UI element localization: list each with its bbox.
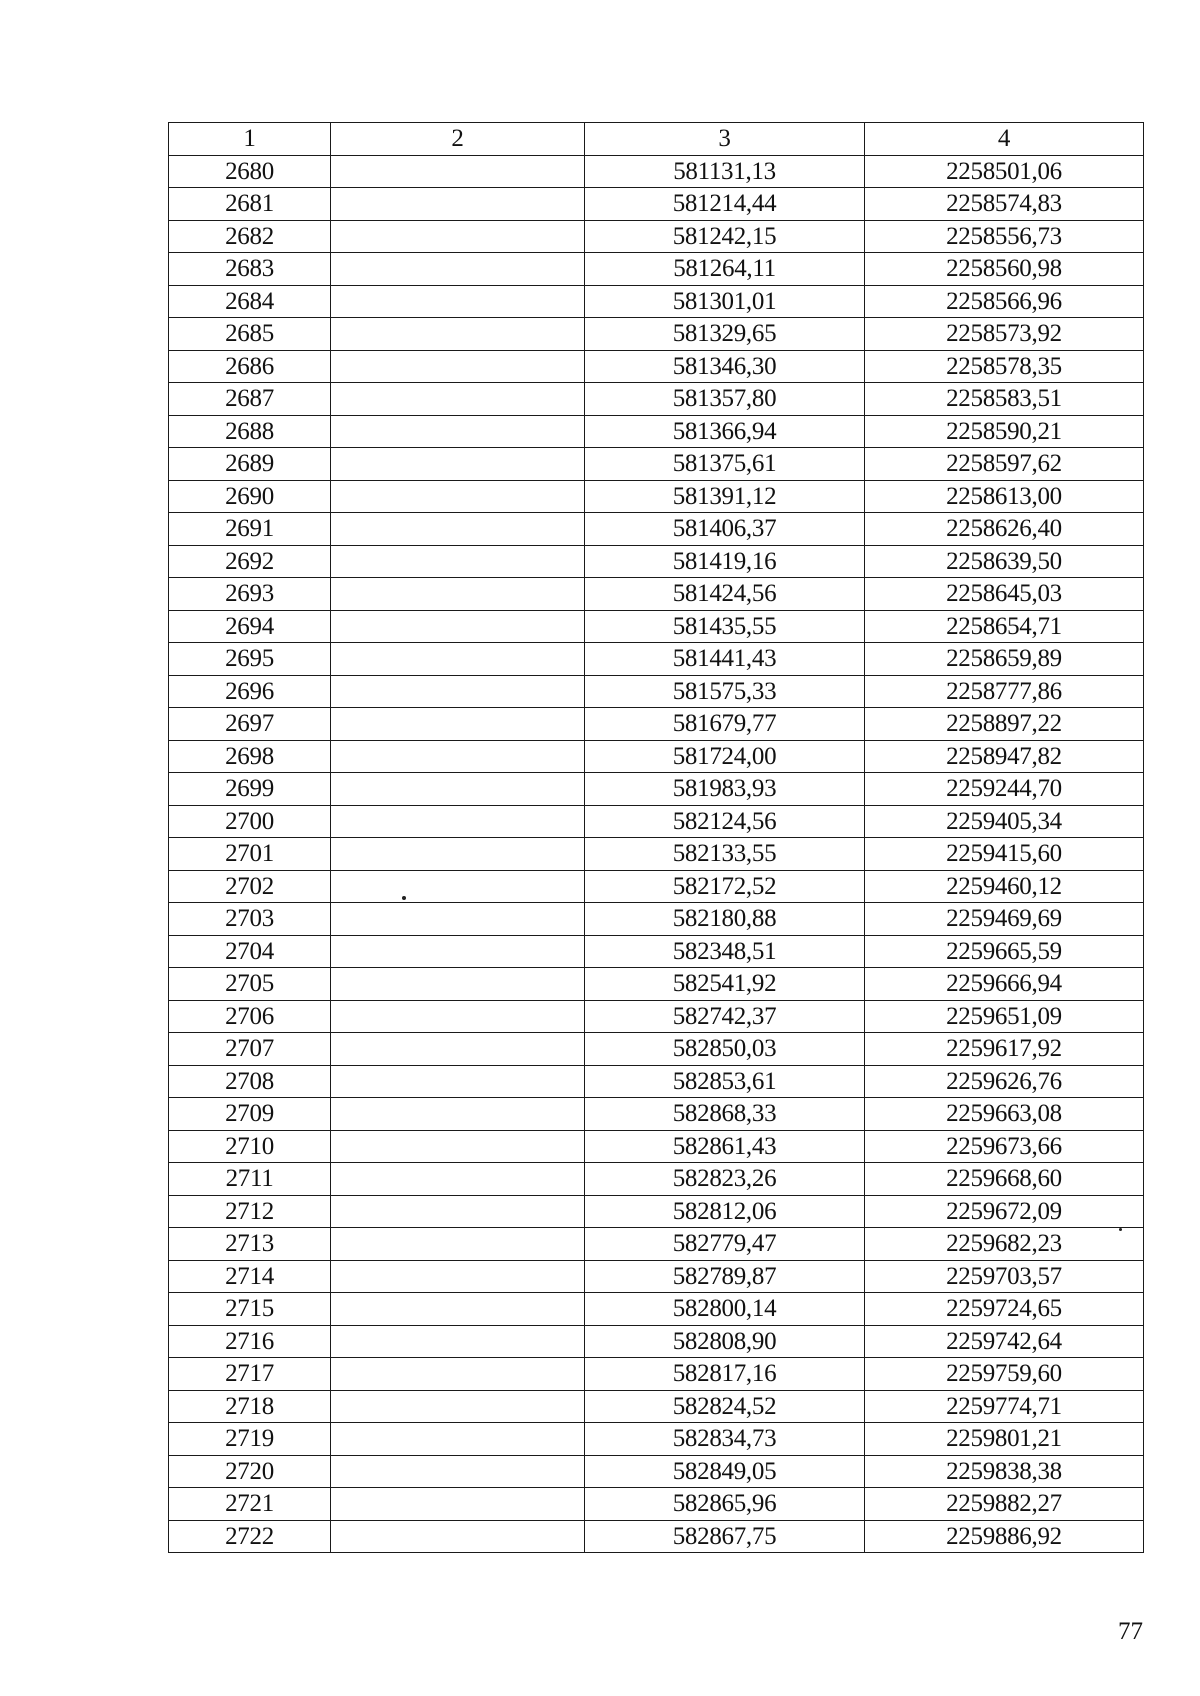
empty-cell bbox=[331, 253, 585, 286]
y-coordinate-cell: 2259666,94 bbox=[865, 968, 1144, 1001]
table-row bbox=[169, 448, 1144, 481]
table-row bbox=[169, 1423, 1144, 1456]
empty-cell bbox=[331, 1000, 585, 1033]
y-coordinate-cell: 2258626,40 bbox=[865, 513, 1144, 546]
table-row bbox=[169, 1228, 1144, 1261]
y-coordinate-cell: 2259668,60 bbox=[865, 1163, 1144, 1196]
y-coordinate-cell: 2259882,27 bbox=[865, 1488, 1144, 1521]
y-coordinate-cell: 2258578,35 bbox=[865, 350, 1144, 383]
point-number-cell: 2683 bbox=[169, 253, 331, 286]
table-row bbox=[169, 1293, 1144, 1326]
y-coordinate-cell: 2259682,23 bbox=[865, 1228, 1144, 1261]
empty-cell bbox=[331, 773, 585, 806]
point-number-cell: 2696 bbox=[169, 675, 331, 708]
table-row bbox=[169, 1390, 1144, 1423]
x-coordinate-cell: 581724,00 bbox=[585, 740, 865, 773]
x-coordinate-cell: 582800,14 bbox=[585, 1293, 865, 1326]
empty-cell bbox=[331, 1488, 585, 1521]
x-coordinate-cell: 581391,12 bbox=[585, 480, 865, 513]
coordinates-table bbox=[168, 122, 1144, 1553]
point-number-cell: 2691 bbox=[169, 513, 331, 546]
table-row bbox=[169, 1098, 1144, 1131]
empty-cell bbox=[331, 805, 585, 838]
x-coordinate-cell: 581346,30 bbox=[585, 350, 865, 383]
x-coordinate-cell: 581983,93 bbox=[585, 773, 865, 806]
empty-cell bbox=[331, 643, 585, 676]
table-row bbox=[169, 188, 1144, 221]
table-body bbox=[169, 155, 1144, 1553]
y-coordinate-cell: 2259838,38 bbox=[865, 1455, 1144, 1488]
point-number-cell: 2720 bbox=[169, 1455, 331, 1488]
point-number-cell: 2701 bbox=[169, 838, 331, 871]
x-coordinate-cell: 582742,37 bbox=[585, 1000, 865, 1033]
empty-cell bbox=[331, 545, 585, 578]
y-coordinate-cell: 2259774,71 bbox=[865, 1390, 1144, 1423]
y-coordinate-cell: 2259886,92 bbox=[865, 1520, 1144, 1553]
empty-cell bbox=[331, 383, 585, 416]
table-row bbox=[169, 1325, 1144, 1358]
point-number-cell: 2715 bbox=[169, 1293, 331, 1326]
table-row bbox=[169, 708, 1144, 741]
x-coordinate-cell: 582779,47 bbox=[585, 1228, 865, 1261]
x-coordinate-cell: 582817,16 bbox=[585, 1358, 865, 1391]
point-number-cell: 2722 bbox=[169, 1520, 331, 1553]
x-coordinate-cell: 581366,94 bbox=[585, 415, 865, 448]
point-number-cell: 2681 bbox=[169, 188, 331, 221]
table-row bbox=[169, 1358, 1144, 1391]
empty-cell bbox=[331, 1163, 585, 1196]
x-coordinate-cell: 582541,92 bbox=[585, 968, 865, 1001]
point-number-cell: 2695 bbox=[169, 643, 331, 676]
table-row bbox=[169, 415, 1144, 448]
y-coordinate-cell: 2258645,03 bbox=[865, 578, 1144, 611]
table-row bbox=[169, 773, 1144, 806]
point-number-cell: 2690 bbox=[169, 480, 331, 513]
table-row bbox=[169, 968, 1144, 1001]
scan-speck bbox=[1119, 1228, 1122, 1231]
point-number-cell: 2700 bbox=[169, 805, 331, 838]
x-coordinate-cell: 581375,61 bbox=[585, 448, 865, 481]
y-coordinate-cell: 2258947,82 bbox=[865, 740, 1144, 773]
x-coordinate-cell: 582348,51 bbox=[585, 935, 865, 968]
table-row bbox=[169, 1520, 1144, 1553]
x-coordinate-cell: 582868,33 bbox=[585, 1098, 865, 1131]
table-row bbox=[169, 740, 1144, 773]
x-coordinate-cell: 581131,13 bbox=[585, 155, 865, 188]
y-coordinate-cell: 2259742,64 bbox=[865, 1325, 1144, 1358]
point-number-cell: 2685 bbox=[169, 318, 331, 351]
empty-cell bbox=[331, 1098, 585, 1131]
y-coordinate-cell: 2258573,92 bbox=[865, 318, 1144, 351]
point-number-cell: 2706 bbox=[169, 1000, 331, 1033]
x-coordinate-cell: 582823,26 bbox=[585, 1163, 865, 1196]
x-coordinate-cell: 582124,56 bbox=[585, 805, 865, 838]
x-coordinate-cell: 582849,05 bbox=[585, 1455, 865, 1488]
y-coordinate-cell: 2258597,62 bbox=[865, 448, 1144, 481]
point-number-cell: 2702 bbox=[169, 870, 331, 903]
x-coordinate-cell: 581357,80 bbox=[585, 383, 865, 416]
table-row bbox=[169, 513, 1144, 546]
x-coordinate-cell: 582180,88 bbox=[585, 903, 865, 936]
page-number: 77 bbox=[1118, 1618, 1143, 1645]
empty-cell bbox=[331, 578, 585, 611]
table-row bbox=[169, 253, 1144, 286]
table-row bbox=[169, 220, 1144, 253]
point-number-cell: 2684 bbox=[169, 285, 331, 318]
x-coordinate-cell: 581301,01 bbox=[585, 285, 865, 318]
table-row bbox=[169, 1195, 1144, 1228]
y-coordinate-cell: 2258654,71 bbox=[865, 610, 1144, 643]
empty-cell bbox=[331, 968, 585, 1001]
empty-cell bbox=[331, 1455, 585, 1488]
table-row bbox=[169, 1455, 1144, 1488]
x-coordinate-cell: 582861,43 bbox=[585, 1130, 865, 1163]
y-coordinate-cell: 2259663,08 bbox=[865, 1098, 1144, 1131]
point-number-cell: 2686 bbox=[169, 350, 331, 383]
empty-cell bbox=[331, 675, 585, 708]
empty-cell bbox=[331, 1423, 585, 1456]
point-number-cell: 2719 bbox=[169, 1423, 331, 1456]
point-number-cell: 2708 bbox=[169, 1065, 331, 1098]
table-row bbox=[169, 578, 1144, 611]
point-number-cell: 2687 bbox=[169, 383, 331, 416]
y-coordinate-cell: 2259672,09 bbox=[865, 1195, 1144, 1228]
y-coordinate-cell: 2259469,69 bbox=[865, 903, 1144, 936]
y-coordinate-cell: 2259626,76 bbox=[865, 1065, 1144, 1098]
y-coordinate-cell: 2259405,34 bbox=[865, 805, 1144, 838]
empty-cell bbox=[331, 448, 585, 481]
table-row bbox=[169, 155, 1144, 188]
x-coordinate-cell: 582853,61 bbox=[585, 1065, 865, 1098]
y-coordinate-cell: 2259724,65 bbox=[865, 1293, 1144, 1326]
x-coordinate-cell: 581406,37 bbox=[585, 513, 865, 546]
point-number-cell: 2709 bbox=[169, 1098, 331, 1131]
point-number-cell: 2711 bbox=[169, 1163, 331, 1196]
y-coordinate-cell: 2258777,86 bbox=[865, 675, 1144, 708]
empty-cell bbox=[331, 903, 585, 936]
y-coordinate-cell: 2259801,21 bbox=[865, 1423, 1144, 1456]
y-coordinate-cell: 2258659,89 bbox=[865, 643, 1144, 676]
point-number-cell: 2713 bbox=[169, 1228, 331, 1261]
table-row bbox=[169, 1488, 1144, 1521]
point-number-cell: 2712 bbox=[169, 1195, 331, 1228]
table-row bbox=[169, 903, 1144, 936]
table-row bbox=[169, 480, 1144, 513]
y-coordinate-cell: 2259759,60 bbox=[865, 1358, 1144, 1391]
point-number-cell: 2716 bbox=[169, 1325, 331, 1358]
y-coordinate-cell: 2258574,83 bbox=[865, 188, 1144, 221]
table-row bbox=[169, 870, 1144, 903]
y-coordinate-cell: 2259617,92 bbox=[865, 1033, 1144, 1066]
x-coordinate-cell: 581214,44 bbox=[585, 188, 865, 221]
point-number-cell: 2697 bbox=[169, 708, 331, 741]
y-coordinate-cell: 2258501,06 bbox=[865, 155, 1144, 188]
point-number-cell: 2698 bbox=[169, 740, 331, 773]
point-number-cell: 2688 bbox=[169, 415, 331, 448]
point-number-cell: 2694 bbox=[169, 610, 331, 643]
empty-cell bbox=[331, 1033, 585, 1066]
empty-cell bbox=[331, 350, 585, 383]
x-coordinate-cell: 582133,55 bbox=[585, 838, 865, 871]
point-number-cell: 2705 bbox=[169, 968, 331, 1001]
empty-cell bbox=[331, 1195, 585, 1228]
empty-cell bbox=[331, 1520, 585, 1553]
empty-cell bbox=[331, 1260, 585, 1293]
empty-cell bbox=[331, 1293, 585, 1326]
empty-cell bbox=[331, 318, 585, 351]
x-coordinate-cell: 582789,87 bbox=[585, 1260, 865, 1293]
empty-cell bbox=[331, 870, 585, 903]
x-coordinate-cell: 582865,96 bbox=[585, 1488, 865, 1521]
y-coordinate-cell: 2258897,22 bbox=[865, 708, 1144, 741]
table-row bbox=[169, 318, 1144, 351]
table-row bbox=[169, 545, 1144, 578]
empty-cell bbox=[331, 935, 585, 968]
empty-cell bbox=[331, 480, 585, 513]
column-header: 3 bbox=[585, 123, 865, 156]
x-coordinate-cell: 581242,15 bbox=[585, 220, 865, 253]
table-row bbox=[169, 1260, 1144, 1293]
empty-cell bbox=[331, 740, 585, 773]
x-coordinate-cell: 581419,16 bbox=[585, 545, 865, 578]
table-row bbox=[169, 838, 1144, 871]
point-number-cell: 2707 bbox=[169, 1033, 331, 1066]
empty-cell bbox=[331, 838, 585, 871]
y-coordinate-cell: 2259673,66 bbox=[865, 1130, 1144, 1163]
point-number-cell: 2717 bbox=[169, 1358, 331, 1391]
table-row bbox=[169, 383, 1144, 416]
x-coordinate-cell: 581424,56 bbox=[585, 578, 865, 611]
table-row bbox=[169, 805, 1144, 838]
table-header-row bbox=[169, 123, 1144, 156]
x-coordinate-cell: 582867,75 bbox=[585, 1520, 865, 1553]
x-coordinate-cell: 581435,55 bbox=[585, 610, 865, 643]
point-number-cell: 2710 bbox=[169, 1130, 331, 1163]
column-header: 1 bbox=[169, 123, 331, 156]
y-coordinate-cell: 2259665,59 bbox=[865, 935, 1144, 968]
y-coordinate-cell: 2259460,12 bbox=[865, 870, 1144, 903]
empty-cell bbox=[331, 1325, 585, 1358]
column-header: 2 bbox=[331, 123, 585, 156]
table-row bbox=[169, 1065, 1144, 1098]
x-coordinate-cell: 581264,11 bbox=[585, 253, 865, 286]
x-coordinate-cell: 582808,90 bbox=[585, 1325, 865, 1358]
empty-cell bbox=[331, 285, 585, 318]
x-coordinate-cell: 582834,73 bbox=[585, 1423, 865, 1456]
scan-speck bbox=[402, 896, 406, 900]
table-row bbox=[169, 350, 1144, 383]
y-coordinate-cell: 2258560,98 bbox=[865, 253, 1144, 286]
x-coordinate-cell: 581441,43 bbox=[585, 643, 865, 676]
point-number-cell: 2721 bbox=[169, 1488, 331, 1521]
empty-cell bbox=[331, 1358, 585, 1391]
x-coordinate-cell: 581575,33 bbox=[585, 675, 865, 708]
table-row bbox=[169, 675, 1144, 708]
empty-cell bbox=[331, 513, 585, 546]
table-row bbox=[169, 1130, 1144, 1163]
y-coordinate-cell: 2258590,21 bbox=[865, 415, 1144, 448]
empty-cell bbox=[331, 220, 585, 253]
empty-cell bbox=[331, 1130, 585, 1163]
table-row bbox=[169, 1163, 1144, 1196]
point-number-cell: 2699 bbox=[169, 773, 331, 806]
point-number-cell: 2714 bbox=[169, 1260, 331, 1293]
x-coordinate-cell: 582172,52 bbox=[585, 870, 865, 903]
y-coordinate-cell: 2259651,09 bbox=[865, 1000, 1144, 1033]
table-row bbox=[169, 935, 1144, 968]
empty-cell bbox=[331, 415, 585, 448]
y-coordinate-cell: 2259703,57 bbox=[865, 1260, 1144, 1293]
x-coordinate-cell: 581329,65 bbox=[585, 318, 865, 351]
x-coordinate-cell: 582824,52 bbox=[585, 1390, 865, 1423]
empty-cell bbox=[331, 1228, 585, 1261]
y-coordinate-cell: 2259244,70 bbox=[865, 773, 1144, 806]
point-number-cell: 2704 bbox=[169, 935, 331, 968]
point-number-cell: 2692 bbox=[169, 545, 331, 578]
y-coordinate-cell: 2258583,51 bbox=[865, 383, 1144, 416]
y-coordinate-cell: 2258639,50 bbox=[865, 545, 1144, 578]
point-number-cell: 2703 bbox=[169, 903, 331, 936]
point-number-cell: 2682 bbox=[169, 220, 331, 253]
empty-cell bbox=[331, 1065, 585, 1098]
x-coordinate-cell: 582812,06 bbox=[585, 1195, 865, 1228]
x-coordinate-cell: 582850,03 bbox=[585, 1033, 865, 1066]
point-number-cell: 2693 bbox=[169, 578, 331, 611]
y-coordinate-cell: 2258566,96 bbox=[865, 285, 1144, 318]
table-row bbox=[169, 1033, 1144, 1066]
table-row bbox=[169, 610, 1144, 643]
point-number-cell: 2718 bbox=[169, 1390, 331, 1423]
table-row bbox=[169, 1000, 1144, 1033]
y-coordinate-cell: 2259415,60 bbox=[865, 838, 1144, 871]
table-row bbox=[169, 285, 1144, 318]
empty-cell bbox=[331, 188, 585, 221]
column-header: 4 bbox=[865, 123, 1144, 156]
point-number-cell: 2680 bbox=[169, 155, 331, 188]
empty-cell bbox=[331, 610, 585, 643]
table-row bbox=[169, 643, 1144, 676]
y-coordinate-cell: 2258613,00 bbox=[865, 480, 1144, 513]
point-number-cell: 2689 bbox=[169, 448, 331, 481]
x-coordinate-cell: 581679,77 bbox=[585, 708, 865, 741]
empty-cell bbox=[331, 155, 585, 188]
y-coordinate-cell: 2258556,73 bbox=[865, 220, 1144, 253]
empty-cell bbox=[331, 708, 585, 741]
empty-cell bbox=[331, 1390, 585, 1423]
